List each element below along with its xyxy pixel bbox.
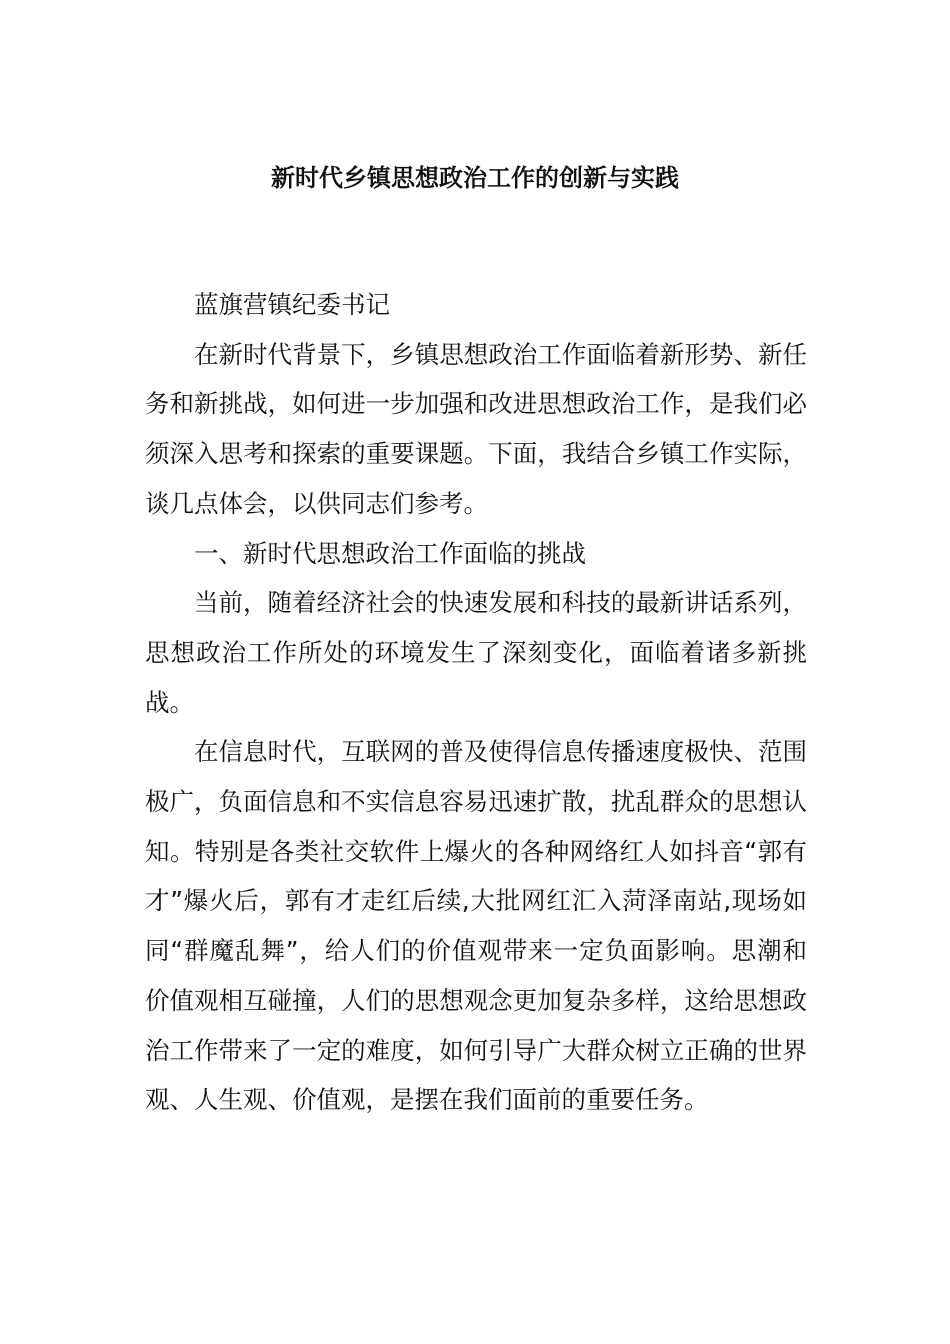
author-line: 蓝旗营镇纪委书记 bbox=[194, 290, 390, 319]
paragraph-intro: 在新时代背景下，乡镇思想政治工作面临着新形势、新任务和新挑战，如何进一步加强和改进思想政治工作，是我们必须深入思考和探索的重要课题。下面，我结合乡镇工作实际，谈几点体会，以供同志们参考。 bbox=[145, 339, 807, 518]
section-heading: 一、新时代思想政治工作面临的挑战 bbox=[194, 538, 586, 568]
document-body bbox=[145, 280, 807, 1125]
document-title: 新时代乡镇思想政治工作的创新与实践 bbox=[271, 164, 679, 192]
paragraph-information-age: 在信息时代，互联网的普及使得信息传播速度极快、范围极广，负面信息和不实信息容易迅速扩散，扰乱群众的思想认知。特别是各类社交软件上爆火的各种网络红人如抖音“郭有才”爆火后，郭有才走红后续,大批网红汇入菏泽南站,现场如同“群魔乱舞”，给人们的价值观带来一定负面影响。思潮和价值观相互碰撞，人们的思想观念更加复杂多样，这给思想政治工作带来了一定的难度，如何引导广大群众树立正确的世界观、人生观、价值观，是摆在我们面前的重要任务。 bbox=[145, 737, 807, 1115]
paragraph-challenges: 当前，随着经济社会的快速发展和科技的最新讲话系列，思想政治工作所处的环境发生了深刻变化，面临着诸多新挑战。 bbox=[145, 588, 807, 717]
